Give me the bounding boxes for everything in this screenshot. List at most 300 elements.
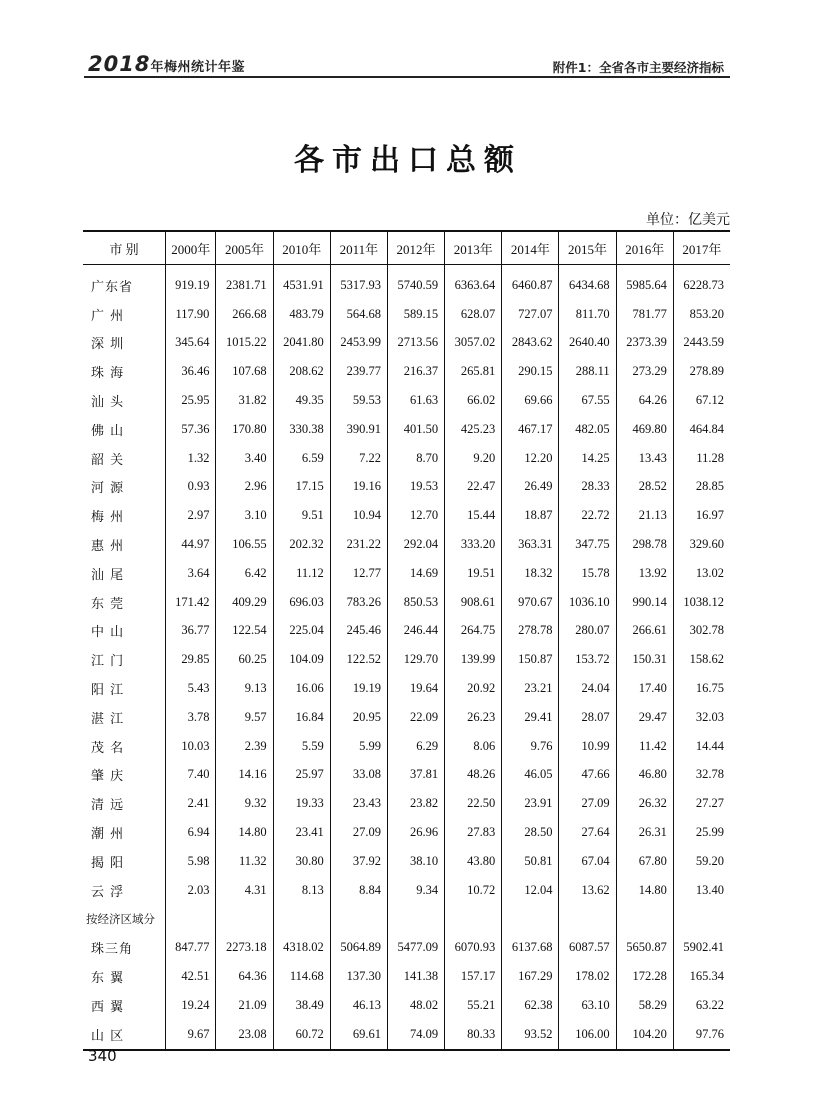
table-row <box>83 732 730 761</box>
value-cell: 26.23 <box>445 703 502 732</box>
value-cell: 139.99 <box>445 645 502 674</box>
value-cell: 67.12 <box>673 386 730 415</box>
value-cell: 482.05 <box>559 415 616 444</box>
value-cell: 23.82 <box>387 789 444 818</box>
value-cell: 59.53 <box>330 386 387 415</box>
value-cell: 1015.22 <box>216 329 273 358</box>
value-cell: 66.02 <box>445 386 502 415</box>
value-cell: 27.27 <box>673 789 730 818</box>
value-cell: 26.32 <box>616 789 673 818</box>
value-cell: 2453.99 <box>330 329 387 358</box>
value-cell: 278.78 <box>502 617 559 646</box>
header-rule <box>84 76 730 78</box>
table-row <box>83 617 730 646</box>
table-row <box>83 444 730 473</box>
value-cell: 288.11 <box>559 357 616 386</box>
value-cell: 12.70 <box>387 501 444 530</box>
value-cell: 57.36 <box>166 415 216 444</box>
table-row <box>83 818 730 847</box>
value-cell: 273.29 <box>616 357 673 386</box>
region-name: 韶 关 <box>91 452 125 468</box>
value-cell: 26.31 <box>616 818 673 847</box>
value-cell: 97.76 <box>673 1020 730 1050</box>
yearbook-title: 年梅州统计年鉴 <box>150 60 245 75</box>
value-cell: 12.77 <box>330 559 387 588</box>
value-cell: 64.26 <box>616 386 673 415</box>
region-name: 江 门 <box>91 654 125 670</box>
value-cell: 49.35 <box>273 386 330 415</box>
value-cell: 2041.80 <box>273 329 330 358</box>
column-header-region: 市 别 <box>83 231 166 265</box>
value-cell: 42.51 <box>166 962 216 991</box>
value-cell: 23.08 <box>216 1020 273 1050</box>
value-cell <box>273 905 330 934</box>
value-cell: 9.34 <box>387 876 444 905</box>
value-cell: 9.32 <box>216 789 273 818</box>
value-cell: 5.59 <box>273 732 330 761</box>
value-cell: 5477.09 <box>387 933 444 962</box>
column-header-year: 2013年 <box>445 231 502 265</box>
region-name: 河 源 <box>91 481 125 497</box>
value-cell: 10.72 <box>445 876 502 905</box>
value-cell: 278.89 <box>673 357 730 386</box>
value-cell: 129.70 <box>387 645 444 674</box>
value-cell: 47.66 <box>559 761 616 790</box>
value-cell: 36.77 <box>166 617 216 646</box>
value-cell: 3.40 <box>216 444 273 473</box>
value-cell: 37.81 <box>387 761 444 790</box>
value-cell: 727.07 <box>502 300 559 329</box>
value-cell <box>387 905 444 934</box>
value-cell: 6434.68 <box>559 271 616 300</box>
value-cell: 6.42 <box>216 559 273 588</box>
value-cell: 44.97 <box>166 530 216 559</box>
value-cell: 266.61 <box>616 617 673 646</box>
region-name: 山 区 <box>83 1020 166 1050</box>
value-cell: 19.53 <box>387 473 444 502</box>
value-cell: 5.99 <box>330 732 387 761</box>
value-cell: 19.51 <box>445 559 502 588</box>
value-cell: 6070.93 <box>445 933 502 962</box>
value-cell: 3.10 <box>216 501 273 530</box>
value-cell: 106.00 <box>559 1020 616 1050</box>
table-row <box>83 530 730 559</box>
value-cell: 67.04 <box>559 847 616 876</box>
value-cell: 401.50 <box>387 415 444 444</box>
value-cell: 26.96 <box>387 818 444 847</box>
value-cell <box>445 905 502 934</box>
value-cell: 150.87 <box>502 645 559 674</box>
value-cell: 9.76 <box>502 732 559 761</box>
region-name: 东 翼 <box>91 971 125 987</box>
table-row <box>83 905 730 934</box>
value-cell: 117.90 <box>166 300 216 329</box>
value-cell: 170.80 <box>216 415 273 444</box>
value-cell: 30.80 <box>273 847 330 876</box>
value-cell: 467.17 <box>502 415 559 444</box>
value-cell: 32.78 <box>673 761 730 790</box>
table-row <box>83 645 730 674</box>
value-cell: 628.07 <box>445 300 502 329</box>
value-cell: 19.33 <box>273 789 330 818</box>
value-cell: 50.81 <box>502 847 559 876</box>
value-cell: 7.40 <box>166 761 216 790</box>
value-cell: 19.16 <box>330 473 387 502</box>
value-cell: 696.03 <box>273 588 330 617</box>
value-cell: 33.08 <box>330 761 387 790</box>
value-cell: 63.22 <box>673 991 730 1020</box>
value-cell: 5650.87 <box>616 933 673 962</box>
value-cell: 19.64 <box>387 674 444 703</box>
value-cell: 264.75 <box>445 617 502 646</box>
column-header-year: 2012年 <box>387 231 444 265</box>
value-cell: 245.46 <box>330 617 387 646</box>
value-cell: 292.04 <box>387 530 444 559</box>
value-cell: 28.07 <box>559 703 616 732</box>
value-cell: 60.25 <box>216 645 273 674</box>
value-cell: 202.32 <box>273 530 330 559</box>
region-name: 汕 尾 <box>91 567 125 583</box>
value-cell: 216.37 <box>387 357 444 386</box>
value-cell: 10.94 <box>330 501 387 530</box>
value-cell: 2713.56 <box>387 329 444 358</box>
value-cell: 21.13 <box>616 501 673 530</box>
column-header-year: 2015年 <box>559 231 616 265</box>
value-cell: 5902.41 <box>673 933 730 962</box>
value-cell: 16.75 <box>673 674 730 703</box>
value-cell: 6460.87 <box>502 271 559 300</box>
table-row <box>83 271 730 300</box>
table-row <box>83 357 730 386</box>
table-header-row <box>83 231 730 265</box>
value-cell: 330.38 <box>273 415 330 444</box>
value-cell: 141.38 <box>387 962 444 991</box>
value-cell: 811.70 <box>559 300 616 329</box>
value-cell: 25.95 <box>166 386 216 415</box>
value-cell: 61.63 <box>387 386 444 415</box>
value-cell: 29.85 <box>166 645 216 674</box>
region-name: 潮 州 <box>91 827 125 843</box>
page-title: 各市出口总额 <box>294 143 522 178</box>
value-cell: 137.30 <box>330 962 387 991</box>
value-cell: 20.92 <box>445 674 502 703</box>
value-cell: 22.72 <box>559 501 616 530</box>
region-name: 惠 州 <box>91 539 125 555</box>
value-cell: 302.78 <box>673 617 730 646</box>
value-cell: 10.99 <box>559 732 616 761</box>
value-cell: 165.34 <box>673 962 730 991</box>
value-cell: 19.24 <box>166 991 216 1020</box>
value-cell: 14.80 <box>616 876 673 905</box>
value-cell: 2381.71 <box>216 271 273 300</box>
value-cell: 106.55 <box>216 530 273 559</box>
table-row <box>83 991 730 1020</box>
value-cell: 853.20 <box>673 300 730 329</box>
value-cell: 18.32 <box>502 559 559 588</box>
value-cell: 9.51 <box>273 501 330 530</box>
column-header-year: 2016年 <box>616 231 673 265</box>
value-cell: 2.39 <box>216 732 273 761</box>
table-row <box>83 588 730 617</box>
region-name: 云 浮 <box>91 884 125 900</box>
value-cell: 32.03 <box>673 703 730 732</box>
table-row <box>83 847 730 876</box>
value-cell: 9.20 <box>445 444 502 473</box>
value-cell: 12.20 <box>502 444 559 473</box>
value-cell: 16.97 <box>673 501 730 530</box>
value-cell: 14.44 <box>673 732 730 761</box>
value-cell: 25.97 <box>273 761 330 790</box>
value-cell: 20.95 <box>330 703 387 732</box>
value-cell: 150.31 <box>616 645 673 674</box>
value-cell <box>559 905 616 934</box>
value-cell: 15.44 <box>445 501 502 530</box>
value-cell: 16.06 <box>273 674 330 703</box>
value-cell: 5.98 <box>166 847 216 876</box>
region-name: 佛 山 <box>91 423 125 439</box>
region-name: 汕 头 <box>91 395 125 411</box>
region-name: 西 翼 <box>91 999 125 1015</box>
yearbook-year: 2018 <box>88 52 151 76</box>
value-cell: 9.57 <box>216 703 273 732</box>
value-cell: 48.26 <box>445 761 502 790</box>
value-cell: 5985.64 <box>616 271 673 300</box>
value-cell: 2843.62 <box>502 329 559 358</box>
value-cell: 28.50 <box>502 818 559 847</box>
value-cell <box>216 905 273 934</box>
value-cell: 11.12 <box>273 559 330 588</box>
value-cell: 59.20 <box>673 847 730 876</box>
value-cell: 38.10 <box>387 847 444 876</box>
value-cell: 23.43 <box>330 789 387 818</box>
region-name: 深 圳 <box>91 337 125 353</box>
value-cell: 345.64 <box>166 329 216 358</box>
value-cell: 425.23 <box>445 415 502 444</box>
table-row <box>83 501 730 530</box>
value-cell: 3.64 <box>166 559 216 588</box>
value-cell: 4531.91 <box>273 271 330 300</box>
value-cell: 347.75 <box>559 530 616 559</box>
table-row <box>83 674 730 703</box>
value-cell: 225.04 <box>273 617 330 646</box>
value-cell: 231.22 <box>330 530 387 559</box>
table-row <box>83 386 730 415</box>
value-cell: 919.19 <box>166 271 216 300</box>
table-row <box>83 933 730 962</box>
value-cell: 64.36 <box>216 962 273 991</box>
region-name: 清 远 <box>91 798 125 814</box>
value-cell: 60.72 <box>273 1020 330 1050</box>
value-cell: 17.15 <box>273 473 330 502</box>
value-cell: 104.09 <box>273 645 330 674</box>
column-header-year: 2000年 <box>166 231 216 265</box>
value-cell: 9.13 <box>216 674 273 703</box>
value-cell: 2.96 <box>216 473 273 502</box>
value-cell: 158.62 <box>673 645 730 674</box>
value-cell: 122.54 <box>216 617 273 646</box>
yearbook-header <box>88 52 245 76</box>
value-cell: 265.81 <box>445 357 502 386</box>
value-cell: 23.21 <box>502 674 559 703</box>
table-row <box>83 876 730 905</box>
value-cell: 62.38 <box>502 991 559 1020</box>
value-cell: 13.92 <box>616 559 673 588</box>
value-cell: 28.52 <box>616 473 673 502</box>
value-cell: 6.94 <box>166 818 216 847</box>
value-cell: 5740.59 <box>387 271 444 300</box>
value-cell: 6087.57 <box>559 933 616 962</box>
value-cell: 6.59 <box>273 444 330 473</box>
value-cell: 14.69 <box>387 559 444 588</box>
value-cell <box>673 905 730 934</box>
value-cell: 6228.73 <box>673 271 730 300</box>
value-cell: 246.44 <box>387 617 444 646</box>
value-cell <box>330 905 387 934</box>
region-name: 珠 海 <box>91 366 125 382</box>
value-cell: 11.28 <box>673 444 730 473</box>
value-cell: 167.29 <box>502 962 559 991</box>
column-header-year: 2017年 <box>673 231 730 265</box>
value-cell: 908.61 <box>445 588 502 617</box>
region-name: 阳 江 <box>91 683 125 699</box>
value-cell: 0.93 <box>166 473 216 502</box>
value-cell: 5064.89 <box>330 933 387 962</box>
value-cell: 850.53 <box>387 588 444 617</box>
column-header-year: 2005年 <box>216 231 273 265</box>
value-cell: 18.87 <box>502 501 559 530</box>
value-cell: 8.13 <box>273 876 330 905</box>
value-cell: 22.09 <box>387 703 444 732</box>
value-cell: 93.52 <box>502 1020 559 1050</box>
region-name: 广东省 <box>91 279 134 295</box>
value-cell: 208.62 <box>273 357 330 386</box>
value-cell: 280.07 <box>559 617 616 646</box>
table-row <box>83 300 730 329</box>
value-cell: 2273.18 <box>216 933 273 962</box>
table-row <box>83 761 730 790</box>
table-row <box>83 329 730 358</box>
value-cell: 37.92 <box>330 847 387 876</box>
value-cell: 266.68 <box>216 300 273 329</box>
column-header-year: 2010年 <box>273 231 330 265</box>
value-cell: 28.33 <box>559 473 616 502</box>
value-cell: 46.13 <box>330 991 387 1020</box>
value-cell: 10.03 <box>166 732 216 761</box>
value-cell: 14.80 <box>216 818 273 847</box>
column-header-year: 2011年 <box>330 231 387 265</box>
value-cell: 409.29 <box>216 588 273 617</box>
value-cell: 11.32 <box>216 847 273 876</box>
value-cell: 43.80 <box>445 847 502 876</box>
value-cell: 990.14 <box>616 588 673 617</box>
value-cell: 29.41 <box>502 703 559 732</box>
value-cell: 104.20 <box>616 1020 673 1050</box>
value-cell: 847.77 <box>166 933 216 962</box>
region-name: 梅 州 <box>91 510 125 526</box>
value-cell: 27.64 <box>559 818 616 847</box>
value-cell: 24.04 <box>559 674 616 703</box>
value-cell: 28.85 <box>673 473 730 502</box>
value-cell <box>502 905 559 934</box>
value-cell: 2443.59 <box>673 329 730 358</box>
value-cell: 298.78 <box>616 530 673 559</box>
appendix-label: 附件1：全省各市主要经济指标 <box>552 60 724 75</box>
region-name: 东 莞 <box>91 596 125 612</box>
value-cell: 290.15 <box>502 357 559 386</box>
value-cell: 107.68 <box>216 357 273 386</box>
region-name: 按经济区域分 <box>86 911 155 926</box>
value-cell: 19.19 <box>330 674 387 703</box>
table-row <box>83 1020 730 1050</box>
value-cell: 4318.02 <box>273 933 330 962</box>
value-cell: 16.84 <box>273 703 330 732</box>
value-cell: 464.84 <box>673 415 730 444</box>
value-cell: 970.67 <box>502 588 559 617</box>
value-cell: 67.80 <box>616 847 673 876</box>
value-cell: 26.49 <box>502 473 559 502</box>
value-cell: 8.06 <box>445 732 502 761</box>
table-row <box>83 473 730 502</box>
value-cell: 25.99 <box>673 818 730 847</box>
value-cell: 589.15 <box>387 300 444 329</box>
value-cell <box>616 905 673 934</box>
value-cell: 2373.39 <box>616 329 673 358</box>
value-cell: 2.03 <box>166 876 216 905</box>
value-cell: 329.60 <box>673 530 730 559</box>
value-cell: 469.80 <box>616 415 673 444</box>
value-cell: 46.80 <box>616 761 673 790</box>
value-cell: 363.31 <box>502 530 559 559</box>
value-cell: 483.79 <box>273 300 330 329</box>
value-cell: 11.42 <box>616 732 673 761</box>
region-name: 茂 名 <box>91 740 125 756</box>
export-table <box>83 230 730 1051</box>
value-cell: 2.41 <box>166 789 216 818</box>
table-body <box>83 265 730 1050</box>
value-cell: 36.46 <box>166 357 216 386</box>
value-cell: 1036.10 <box>559 588 616 617</box>
value-cell: 38.49 <box>273 991 330 1020</box>
unit-label: 单位：亿美元 <box>646 212 730 228</box>
value-cell: 48.02 <box>387 991 444 1020</box>
value-cell: 63.10 <box>559 991 616 1020</box>
value-cell: 178.02 <box>559 962 616 991</box>
value-cell: 157.17 <box>445 962 502 991</box>
value-cell: 3057.02 <box>445 329 502 358</box>
value-cell: 390.91 <box>330 415 387 444</box>
value-cell: 4.31 <box>216 876 273 905</box>
value-cell: 7.22 <box>330 444 387 473</box>
value-cell: 781.77 <box>616 300 673 329</box>
table-row <box>83 703 730 732</box>
value-cell: 8.84 <box>330 876 387 905</box>
value-cell: 2.97 <box>166 501 216 530</box>
value-cell: 27.09 <box>330 818 387 847</box>
value-cell: 564.68 <box>330 300 387 329</box>
region-name: 揭 阳 <box>91 855 125 871</box>
value-cell: 6.29 <box>387 732 444 761</box>
value-cell: 23.91 <box>502 789 559 818</box>
value-cell: 172.28 <box>616 962 673 991</box>
value-cell: 5317.93 <box>330 271 387 300</box>
value-cell: 6137.68 <box>502 933 559 962</box>
value-cell: 333.20 <box>445 530 502 559</box>
value-cell: 5.43 <box>166 674 216 703</box>
value-cell: 69.66 <box>502 386 559 415</box>
value-cell <box>166 905 216 934</box>
table-row <box>83 415 730 444</box>
value-cell: 3.78 <box>166 703 216 732</box>
